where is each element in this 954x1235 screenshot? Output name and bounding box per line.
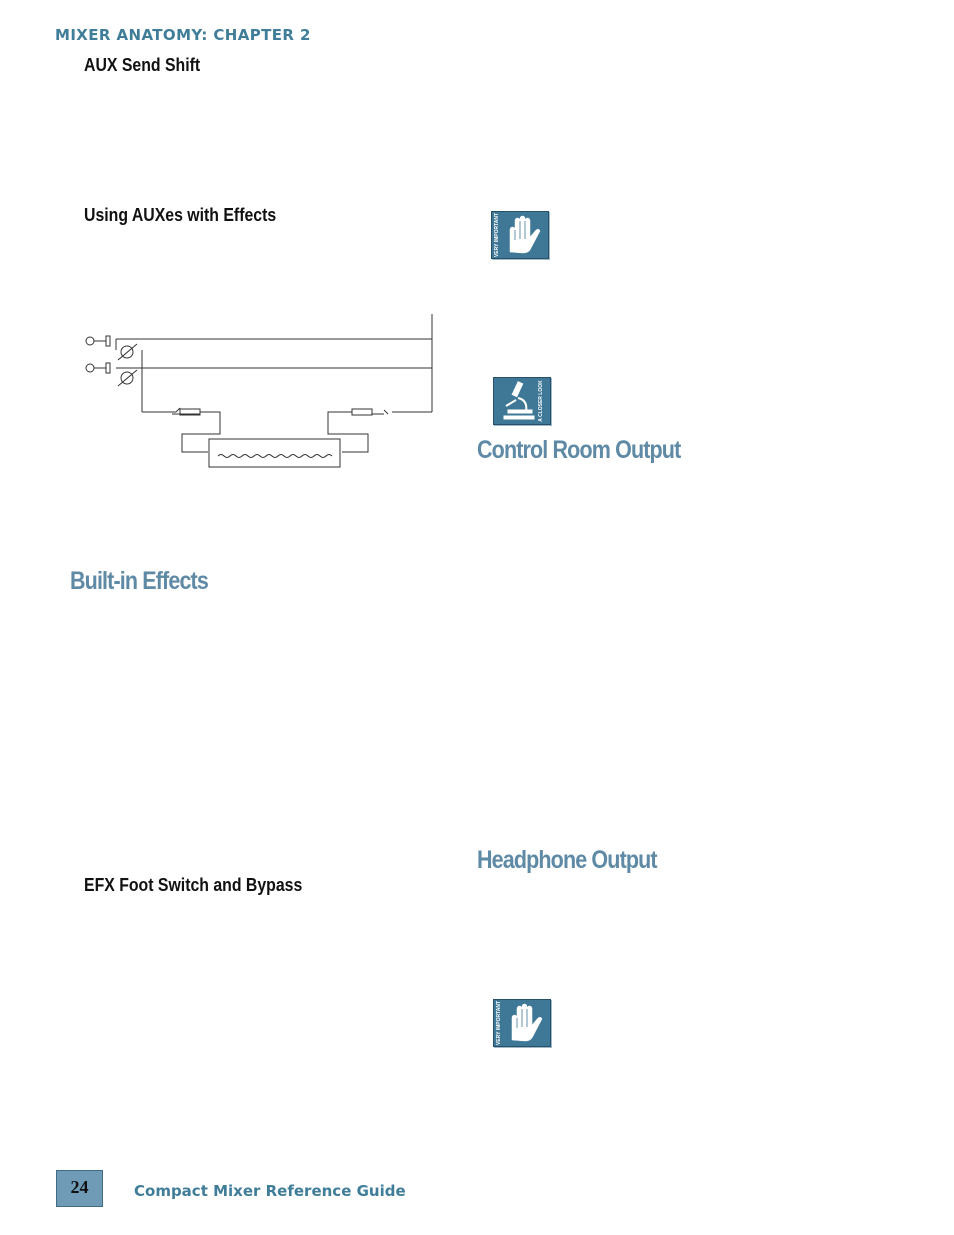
section-headphone-output: Headphone Output — [477, 846, 657, 874]
very-important-icon — [491, 211, 549, 259]
subhead-using-auxes: Using AUXes with Effects — [84, 205, 277, 225]
footer-guide-title: Compact Mixer Reference Guide — [134, 1182, 406, 1200]
closer-look-icon — [493, 377, 551, 425]
section-control-room-output: Control Room Output — [477, 436, 681, 464]
page-number: 24 — [70, 1177, 89, 1197]
very-important-icon-2 — [493, 999, 551, 1047]
very-important-label-2: VERY IMPORTANT — [496, 1000, 502, 1046]
closer-look-label: A CLOSER LOOK — [538, 380, 544, 422]
page-number-box — [56, 1170, 103, 1207]
subhead-aux-send-shift: AUX Send Shift — [84, 55, 201, 75]
section-built-in-effects: Built-in Effects — [70, 567, 208, 595]
aux-effects-wiring-diagram — [80, 310, 440, 475]
subhead-efx-foot-switch: EFX Foot Switch and Bypass — [84, 875, 303, 895]
chapter-header: MIXER ANATOMY: CHAPTER 2 — [55, 26, 311, 44]
very-important-label: VERY IMPORTANT — [494, 212, 500, 258]
